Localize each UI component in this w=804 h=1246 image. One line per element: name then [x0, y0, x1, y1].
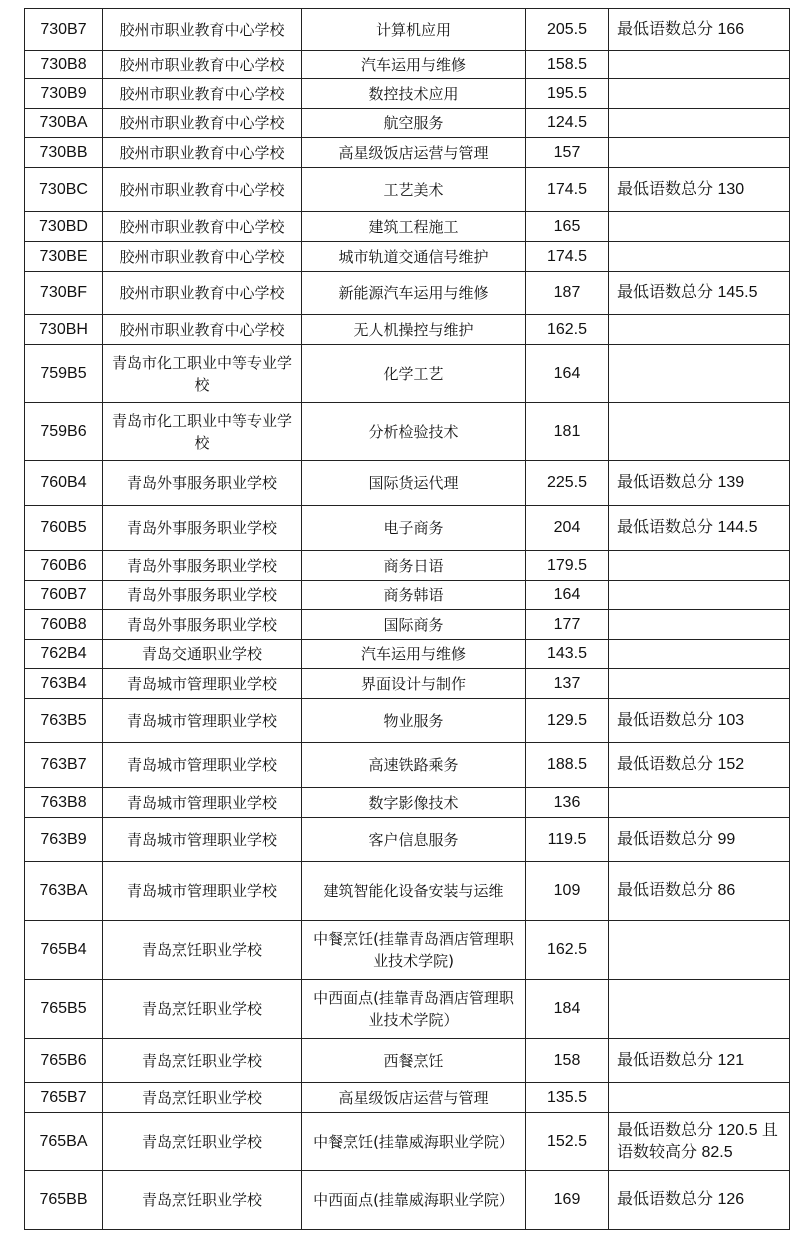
school-name-cell: 胶州市职业教育中心学校	[103, 51, 302, 79]
remark-cell	[609, 788, 790, 818]
program-code-cell: 763B5	[25, 699, 103, 743]
major-name-cell: 化学工艺	[302, 345, 526, 403]
remark-cell: 最低语数总分 99	[609, 818, 790, 862]
table-row	[25, 551, 790, 581]
school-name-cell: 青岛城市管理职业学校	[103, 669, 302, 699]
program-code-cell: 730B7	[25, 9, 103, 51]
school-name-cell: 青岛烹饪职业学校	[103, 921, 302, 980]
major-name-cell: 数字影像技术	[302, 788, 526, 818]
major-name-cell: 中西面点(挂靠威海职业学院）	[302, 1171, 526, 1230]
school-name-cell: 青岛城市管理职业学校	[103, 699, 302, 743]
program-code-cell: 730B8	[25, 51, 103, 79]
table-row	[25, 610, 790, 640]
min-score-cell: 162.5	[526, 315, 609, 345]
table-row	[25, 921, 790, 980]
major-name-cell: 汽车运用与维修	[302, 640, 526, 669]
remark-cell	[609, 212, 790, 242]
min-score-cell: 164	[526, 345, 609, 403]
min-score-cell: 184	[526, 980, 609, 1039]
school-name-cell: 青岛外事服务职业学校	[103, 610, 302, 640]
min-score-cell: 158	[526, 1039, 609, 1083]
program-code-cell: 765B6	[25, 1039, 103, 1083]
major-name-cell: 分析检验技术	[302, 403, 526, 461]
remark-cell: 最低语数总分 144.5	[609, 506, 790, 551]
min-score-cell: 177	[526, 610, 609, 640]
table-row	[25, 242, 790, 272]
school-name-cell: 青岛城市管理职业学校	[103, 862, 302, 921]
remark-cell	[609, 403, 790, 461]
major-name-cell: 工艺美术	[302, 168, 526, 212]
remark-cell	[609, 581, 790, 610]
remark-cell: 最低语数总分 152	[609, 743, 790, 788]
program-code-cell: 730BD	[25, 212, 103, 242]
school-name-cell: 青岛交通职业学校	[103, 640, 302, 669]
major-name-cell: 物业服务	[302, 699, 526, 743]
min-score-cell: 195.5	[526, 79, 609, 109]
major-name-cell: 界面设计与制作	[302, 669, 526, 699]
table-row	[25, 1171, 790, 1230]
table-row	[25, 272, 790, 315]
min-score-cell: 165	[526, 212, 609, 242]
table-row	[25, 581, 790, 610]
table-row	[25, 980, 790, 1039]
major-name-cell: 高星级饭店运营与管理	[302, 138, 526, 168]
admission-score-table	[24, 8, 790, 1230]
school-name-cell: 青岛烹饪职业学校	[103, 1083, 302, 1113]
program-code-cell: 730BC	[25, 168, 103, 212]
table-row	[25, 79, 790, 109]
min-score-cell: 135.5	[526, 1083, 609, 1113]
major-name-cell: 电子商务	[302, 506, 526, 551]
remark-cell	[609, 315, 790, 345]
table-row	[25, 506, 790, 551]
school-name-cell: 青岛外事服务职业学校	[103, 581, 302, 610]
program-code-cell: 730BA	[25, 109, 103, 138]
major-name-cell: 西餐烹饪	[302, 1039, 526, 1083]
remark-cell: 最低语数总分 130	[609, 168, 790, 212]
remark-cell	[609, 640, 790, 669]
major-name-cell: 建筑工程施工	[302, 212, 526, 242]
major-name-cell: 航空服务	[302, 109, 526, 138]
remark-cell	[609, 345, 790, 403]
school-name-cell: 胶州市职业教育中心学校	[103, 138, 302, 168]
program-code-cell: 760B5	[25, 506, 103, 551]
school-name-cell: 胶州市职业教育中心学校	[103, 168, 302, 212]
remark-cell: 最低语数总分 103	[609, 699, 790, 743]
min-score-cell: 152.5	[526, 1113, 609, 1171]
table-body	[25, 9, 790, 1230]
program-code-cell: 760B8	[25, 610, 103, 640]
program-code-cell: 759B5	[25, 345, 103, 403]
school-name-cell: 胶州市职业教育中心学校	[103, 109, 302, 138]
remark-cell	[609, 610, 790, 640]
school-name-cell: 青岛烹饪职业学校	[103, 980, 302, 1039]
min-score-cell: 225.5	[526, 461, 609, 506]
min-score-cell: 174.5	[526, 168, 609, 212]
min-score-cell: 188.5	[526, 743, 609, 788]
major-name-cell: 数控技术应用	[302, 79, 526, 109]
min-score-cell: 162.5	[526, 921, 609, 980]
min-score-cell: 205.5	[526, 9, 609, 51]
program-code-cell: 730BB	[25, 138, 103, 168]
program-code-cell: 759B6	[25, 403, 103, 461]
school-name-cell: 青岛城市管理职业学校	[103, 743, 302, 788]
school-name-cell: 青岛烹饪职业学校	[103, 1171, 302, 1230]
table-row	[25, 862, 790, 921]
remark-cell	[609, 79, 790, 109]
school-name-cell: 胶州市职业教育中心学校	[103, 9, 302, 51]
min-score-cell: 158.5	[526, 51, 609, 79]
remark-cell	[609, 1083, 790, 1113]
table-row	[25, 1039, 790, 1083]
program-code-cell: 760B6	[25, 551, 103, 581]
table-row	[25, 1083, 790, 1113]
major-name-cell: 中餐烹饪(挂靠青岛酒店管理职业技术学院)	[302, 921, 526, 980]
school-name-cell: 青岛城市管理职业学校	[103, 788, 302, 818]
table-row	[25, 168, 790, 212]
program-code-cell: 763BA	[25, 862, 103, 921]
remark-cell: 最低语数总分 120.5 且语数较高分 82.5	[609, 1113, 790, 1171]
major-name-cell: 计算机应用	[302, 9, 526, 51]
school-name-cell: 青岛外事服务职业学校	[103, 506, 302, 551]
school-name-cell: 胶州市职业教育中心学校	[103, 242, 302, 272]
program-code-cell: 763B9	[25, 818, 103, 862]
program-code-cell: 730BH	[25, 315, 103, 345]
program-code-cell: 765B7	[25, 1083, 103, 1113]
program-code-cell: 760B7	[25, 581, 103, 610]
remark-cell: 最低语数总分 139	[609, 461, 790, 506]
remark-cell	[609, 51, 790, 79]
table-row	[25, 669, 790, 699]
school-name-cell: 胶州市职业教育中心学校	[103, 272, 302, 315]
school-name-cell: 胶州市职业教育中心学校	[103, 315, 302, 345]
min-score-cell: 174.5	[526, 242, 609, 272]
min-score-cell: 109	[526, 862, 609, 921]
table-row	[25, 1113, 790, 1171]
remark-cell: 最低语数总分 86	[609, 862, 790, 921]
table-row	[25, 138, 790, 168]
min-score-cell: 143.5	[526, 640, 609, 669]
program-code-cell: 730BF	[25, 272, 103, 315]
min-score-cell: 137	[526, 669, 609, 699]
program-code-cell: 765B4	[25, 921, 103, 980]
min-score-cell: 164	[526, 581, 609, 610]
remark-cell: 最低语数总分 121	[609, 1039, 790, 1083]
remark-cell: 最低语数总分 145.5	[609, 272, 790, 315]
table-row	[25, 212, 790, 242]
remark-cell	[609, 921, 790, 980]
remark-cell: 最低语数总分 126	[609, 1171, 790, 1230]
table-row	[25, 743, 790, 788]
min-score-cell: 157	[526, 138, 609, 168]
major-name-cell: 国际商务	[302, 610, 526, 640]
program-code-cell: 762B4	[25, 640, 103, 669]
major-name-cell: 商务韩语	[302, 581, 526, 610]
table-row	[25, 51, 790, 79]
major-name-cell: 中西面点(挂靠青岛酒店管理职业技术学院）	[302, 980, 526, 1039]
program-code-cell: 760B4	[25, 461, 103, 506]
program-code-cell: 763B8	[25, 788, 103, 818]
major-name-cell: 新能源汽车运用与维修	[302, 272, 526, 315]
table-row	[25, 788, 790, 818]
table-row	[25, 699, 790, 743]
min-score-cell: 129.5	[526, 699, 609, 743]
min-score-cell: 179.5	[526, 551, 609, 581]
major-name-cell: 建筑智能化设备安装与运维	[302, 862, 526, 921]
school-name-cell: 青岛外事服务职业学校	[103, 551, 302, 581]
program-code-cell: 730B9	[25, 79, 103, 109]
min-score-cell: 124.5	[526, 109, 609, 138]
school-name-cell: 青岛市化工职业中等专业学校	[103, 345, 302, 403]
min-score-cell: 169	[526, 1171, 609, 1230]
remark-cell	[609, 551, 790, 581]
program-code-cell: 730BE	[25, 242, 103, 272]
school-name-cell: 青岛城市管理职业学校	[103, 818, 302, 862]
remark-cell	[609, 669, 790, 699]
min-score-cell: 181	[526, 403, 609, 461]
major-name-cell: 客户信息服务	[302, 818, 526, 862]
program-code-cell: 765B5	[25, 980, 103, 1039]
table-row	[25, 9, 790, 51]
remark-cell	[609, 242, 790, 272]
remark-cell: 最低语数总分 166	[609, 9, 790, 51]
major-name-cell: 高速铁路乘务	[302, 743, 526, 788]
min-score-cell: 187	[526, 272, 609, 315]
remark-cell	[609, 109, 790, 138]
major-name-cell: 无人机操控与维护	[302, 315, 526, 345]
major-name-cell: 国际货运代理	[302, 461, 526, 506]
program-code-cell: 763B4	[25, 669, 103, 699]
table-row	[25, 109, 790, 138]
table-row	[25, 640, 790, 669]
program-code-cell: 765BA	[25, 1113, 103, 1171]
major-name-cell: 城市轨道交通信号维护	[302, 242, 526, 272]
school-name-cell: 青岛烹饪职业学校	[103, 1039, 302, 1083]
school-name-cell: 胶州市职业教育中心学校	[103, 212, 302, 242]
school-name-cell: 青岛烹饪职业学校	[103, 1113, 302, 1171]
table-row	[25, 315, 790, 345]
remark-cell	[609, 138, 790, 168]
table-row	[25, 345, 790, 403]
major-name-cell: 商务日语	[302, 551, 526, 581]
program-code-cell: 765BB	[25, 1171, 103, 1230]
min-score-cell: 204	[526, 506, 609, 551]
table-row	[25, 461, 790, 506]
min-score-cell: 136	[526, 788, 609, 818]
remark-cell	[609, 980, 790, 1039]
major-name-cell: 高星级饭店运营与管理	[302, 1083, 526, 1113]
min-score-cell: 119.5	[526, 818, 609, 862]
table-row	[25, 403, 790, 461]
school-name-cell: 青岛外事服务职业学校	[103, 461, 302, 506]
school-name-cell: 胶州市职业教育中心学校	[103, 79, 302, 109]
major-name-cell: 汽车运用与维修	[302, 51, 526, 79]
school-name-cell: 青岛市化工职业中等专业学校	[103, 403, 302, 461]
table-row	[25, 818, 790, 862]
major-name-cell: 中餐烹饪(挂靠威海职业学院）	[302, 1113, 526, 1171]
program-code-cell: 763B7	[25, 743, 103, 788]
